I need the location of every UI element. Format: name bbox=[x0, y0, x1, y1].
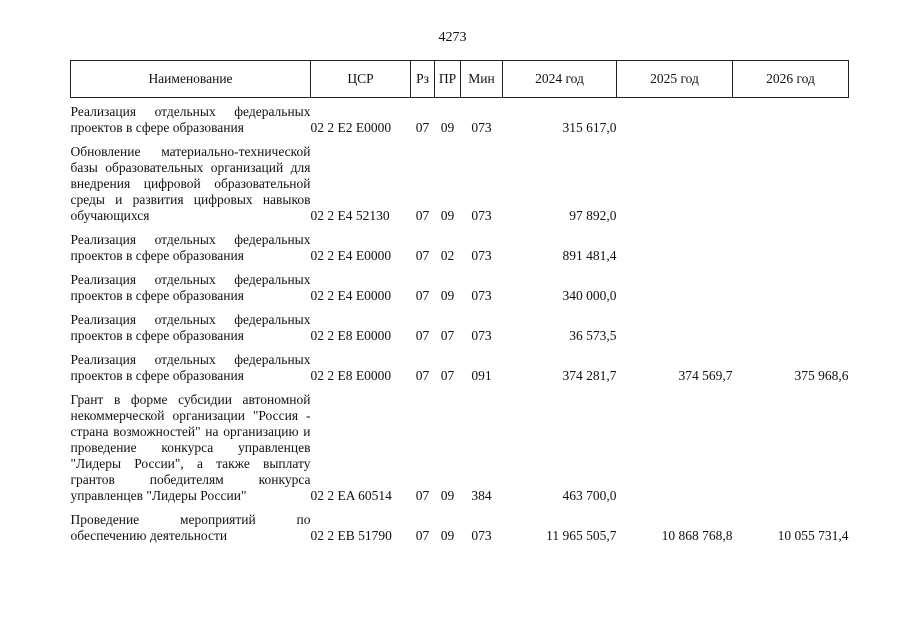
row-2024: 97 892,0 bbox=[569, 208, 617, 223]
row-spacer bbox=[71, 384, 849, 392]
row-csr: 02 2 E2 E0000 bbox=[310, 120, 392, 135]
row-name: Проведение мероприятий по обеспечению деятельности bbox=[70, 512, 311, 543]
header-rz: Рз bbox=[411, 61, 435, 98]
row-csr: 02 2 EB 51790 bbox=[310, 528, 392, 543]
row-2026 bbox=[733, 232, 849, 264]
row-pr: 07 bbox=[440, 368, 455, 383]
row-spacer-cell bbox=[71, 264, 849, 272]
row-spacer-cell bbox=[71, 384, 849, 392]
row-min: 073 bbox=[471, 208, 492, 223]
row-name: Реализация отдельных федеральных проектов в сфере образования bbox=[70, 232, 311, 263]
row-rz: 07 bbox=[415, 208, 430, 223]
row-name: Реализация отдельных федеральных проектов в сфере образования bbox=[70, 352, 311, 383]
row-name: Реализация отдельных федеральных проектов в сфере образования bbox=[70, 272, 311, 303]
row-rz: 07 bbox=[415, 120, 430, 135]
header-min: Мин bbox=[461, 61, 503, 98]
row-2025 bbox=[617, 104, 733, 136]
row-csr: 02 2 E4 E0000 bbox=[310, 288, 392, 303]
row-rz: 07 bbox=[415, 488, 430, 503]
row-2024: 463 700,0 bbox=[562, 488, 617, 503]
row-min: 073 bbox=[471, 528, 492, 543]
row-pr: 09 bbox=[440, 208, 455, 223]
row-min: 073 bbox=[471, 328, 492, 343]
row-spacer-cell bbox=[71, 344, 849, 352]
row-spacer-cell bbox=[71, 136, 849, 144]
row-name: Реализация отдельных федеральных проектов в сфере образования bbox=[70, 312, 311, 343]
header-csr: ЦСР bbox=[311, 61, 411, 98]
row-pr: 07 bbox=[440, 328, 455, 343]
row-2026: 10 055 731,4 bbox=[777, 528, 849, 543]
row-2024: 374 281,7 bbox=[562, 368, 617, 383]
row-pr: 09 bbox=[440, 488, 455, 503]
row-2025 bbox=[617, 272, 733, 304]
row-spacer-cell bbox=[71, 504, 849, 512]
row-2025: 10 868 768,8 bbox=[661, 528, 733, 543]
row-name: Реализация отдельных федеральных проектов в сфере образования bbox=[70, 104, 311, 135]
row-spacer bbox=[71, 504, 849, 512]
row-spacer bbox=[71, 344, 849, 352]
header-pr: ПР bbox=[435, 61, 461, 98]
row-min: 073 bbox=[471, 120, 492, 135]
row-rz: 07 bbox=[415, 248, 430, 263]
row-2025: 374 569,7 bbox=[678, 368, 733, 383]
row-spacer bbox=[71, 264, 849, 272]
row-csr: 02 2 E4 E0000 bbox=[310, 248, 392, 263]
row-pr: 02 bbox=[440, 248, 455, 263]
row-pr: 09 bbox=[440, 120, 455, 135]
row-2026: 375 968,6 bbox=[794, 368, 849, 383]
row-spacer bbox=[71, 224, 849, 232]
row-spacer-cell bbox=[71, 224, 849, 232]
row-2025 bbox=[617, 232, 733, 264]
budget-table bbox=[70, 60, 849, 544]
row-name: Грант в форме субсидии автономной некоммерческой организации "Россия - страна возможностей" на организацию и проведение конкурса управленцев "Лидеры России", а также выплату грантов победителям конкурса управленцев "Лидеры России" bbox=[70, 392, 311, 503]
table-row bbox=[71, 144, 849, 224]
row-spacer bbox=[71, 304, 849, 312]
row-min: 073 bbox=[471, 288, 492, 303]
row-rz: 07 bbox=[415, 528, 430, 543]
header-name: Наименование bbox=[71, 61, 311, 98]
row-2024: 11 965 505,7 bbox=[546, 528, 617, 543]
row-rz: 07 bbox=[415, 288, 430, 303]
row-name: Обновление материально-технической базы образовательных организаций для внедрения цифровой образовательной среды и развития цифровых навыков обучающихся bbox=[70, 144, 311, 223]
row-csr: 02 2 E8 E0000 bbox=[310, 328, 392, 343]
row-csr: 02 2 EA 60514 bbox=[310, 488, 392, 503]
row-pr: 09 bbox=[440, 288, 455, 303]
row-spacer bbox=[71, 136, 849, 144]
row-min: 091 bbox=[471, 368, 492, 383]
table-row bbox=[71, 352, 849, 384]
row-2026 bbox=[733, 104, 849, 136]
row-rz: 07 bbox=[415, 368, 430, 383]
table-body bbox=[71, 98, 849, 545]
row-2024: 36 573,5 bbox=[569, 328, 617, 343]
row-2026 bbox=[733, 392, 849, 504]
row-csr: 02 2 E8 E0000 bbox=[310, 368, 392, 383]
table-row bbox=[71, 512, 849, 544]
row-2024: 315 617,0 bbox=[562, 120, 617, 135]
header-2025: 2025 год bbox=[617, 61, 733, 98]
row-2026 bbox=[733, 272, 849, 304]
row-min: 073 bbox=[471, 248, 492, 263]
table-row bbox=[71, 392, 849, 504]
row-pr: 09 bbox=[440, 528, 455, 543]
row-spacer-cell bbox=[71, 304, 849, 312]
table-row bbox=[71, 104, 849, 136]
row-2024: 891 481,4 bbox=[562, 248, 617, 263]
header-2024: 2024 год bbox=[503, 61, 617, 98]
row-2024: 340 000,0 bbox=[562, 288, 617, 303]
row-2026 bbox=[733, 144, 849, 224]
table-header bbox=[71, 61, 849, 98]
table-row bbox=[71, 272, 849, 304]
page-number: 4273 bbox=[438, 30, 467, 45]
table-row bbox=[71, 312, 849, 344]
row-2025 bbox=[617, 392, 733, 504]
row-2026 bbox=[733, 312, 849, 344]
row-min: 384 bbox=[471, 488, 492, 503]
table-row bbox=[71, 232, 849, 264]
row-rz: 07 bbox=[415, 328, 430, 343]
row-2025 bbox=[617, 144, 733, 224]
row-2025 bbox=[617, 312, 733, 344]
header-2026: 2026 год bbox=[733, 61, 849, 98]
row-csr: 02 2 E4 52130 bbox=[310, 208, 390, 223]
